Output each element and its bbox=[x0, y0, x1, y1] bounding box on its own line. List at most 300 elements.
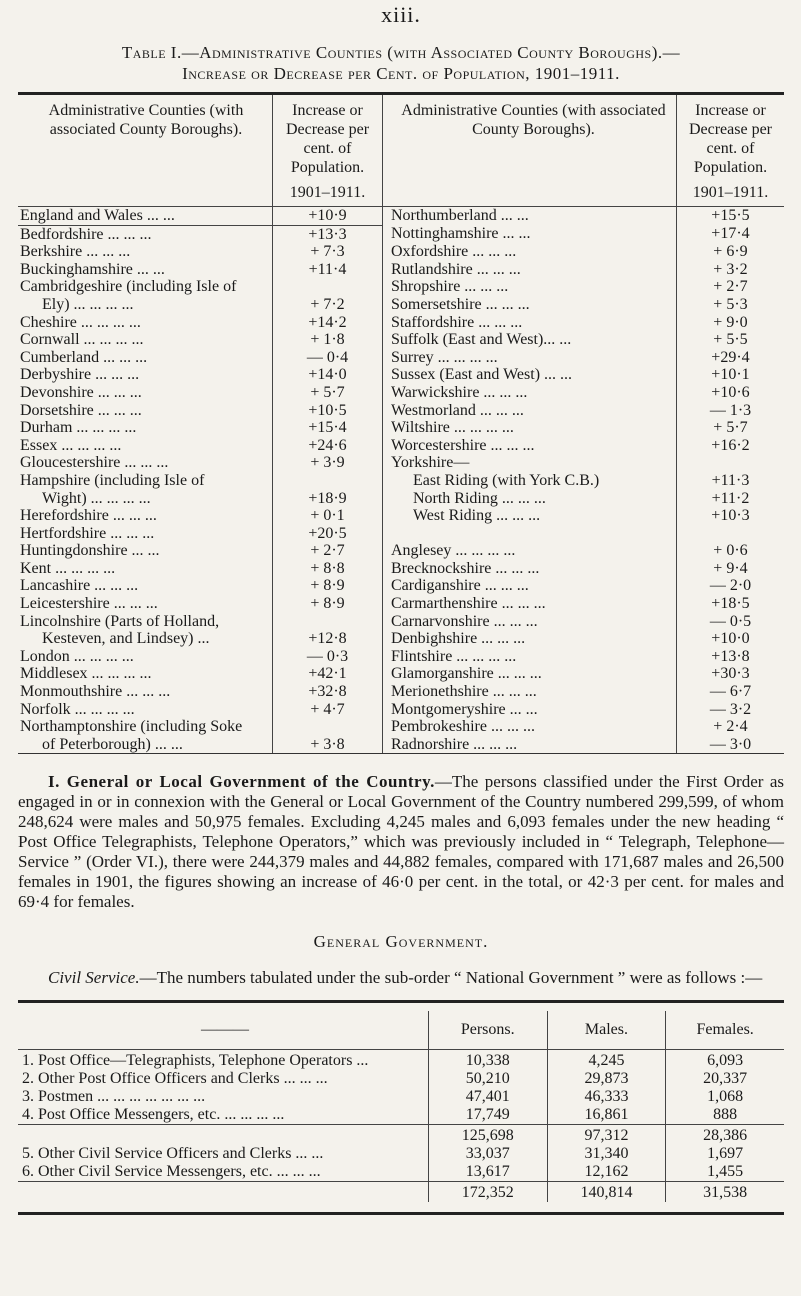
row-females: 20,337 bbox=[666, 1070, 784, 1088]
row-males: 4,245 bbox=[547, 1050, 666, 1071]
right-county-value-text: — 2·0 bbox=[709, 577, 752, 595]
right-county-name bbox=[382, 366, 676, 384]
left-county-name bbox=[18, 331, 273, 349]
left-county-name bbox=[18, 577, 273, 595]
left-county-value-text: + 7·2 bbox=[310, 295, 345, 313]
right-county-name-text: Sussex (East and West) ... ... bbox=[390, 366, 573, 384]
left-county-name bbox=[18, 454, 273, 472]
right-county-name bbox=[382, 225, 676, 243]
right-county-name-text: Northumberland ... ... bbox=[390, 207, 529, 224]
left-county-value bbox=[273, 243, 383, 261]
left-county-value bbox=[273, 648, 383, 666]
right-county-name bbox=[382, 595, 676, 613]
left-county-value bbox=[273, 701, 383, 719]
left-county-value bbox=[273, 437, 383, 455]
left-county-name bbox=[18, 507, 273, 525]
left-county-name bbox=[18, 243, 273, 261]
left-county-value bbox=[273, 577, 383, 595]
header-females: Females. bbox=[666, 1011, 784, 1050]
right-county-name-text: Brecknockshire ... ... ... bbox=[390, 559, 540, 577]
table-row bbox=[18, 490, 784, 508]
right-county-value bbox=[676, 648, 784, 666]
right-county-name-text: Denbighshire ... ... ... bbox=[390, 630, 526, 648]
page-number: xiii. bbox=[381, 2, 421, 27]
right-county-value-text: + 9·4 bbox=[713, 559, 748, 577]
left-county-name-text: of Peterborough) ... ... bbox=[42, 735, 183, 753]
right-county-value-text: +15·5 bbox=[711, 207, 750, 224]
table-title bbox=[18, 42, 784, 84]
right-county-name-text: East Riding (with York C.B.) bbox=[412, 471, 600, 489]
right-county-value bbox=[676, 560, 784, 578]
table-row bbox=[18, 419, 784, 437]
right-county-name bbox=[382, 331, 676, 349]
left-county-name-text: Berkshire ... ... ... bbox=[20, 243, 131, 261]
right-county-name bbox=[382, 454, 676, 472]
right-county-value bbox=[676, 472, 784, 490]
left-county-value-text: + 8·9 bbox=[310, 595, 345, 613]
right-county-name bbox=[382, 630, 676, 648]
right-county-name bbox=[382, 490, 676, 508]
right-county-value bbox=[676, 683, 784, 701]
right-county-value bbox=[676, 613, 784, 631]
right-county-value bbox=[676, 630, 784, 648]
left-county-name bbox=[18, 296, 273, 314]
right-county-name-text: Suffolk (East and West)... ... bbox=[390, 331, 572, 349]
left-county-name-text: Huntingdonshire ... ... bbox=[20, 542, 160, 560]
left-county-name bbox=[18, 595, 273, 613]
right-county-value-text: + 2·7 bbox=[713, 278, 748, 296]
left-county-value-text: + 5·7 bbox=[310, 383, 345, 401]
right-county-name-text: Yorkshire— bbox=[390, 454, 470, 472]
right-county-name bbox=[382, 207, 676, 226]
right-county-name bbox=[382, 560, 676, 578]
right-county-name bbox=[382, 507, 676, 525]
right-county-value bbox=[676, 701, 784, 719]
row-males: 31,340 bbox=[547, 1145, 666, 1163]
right-county-value bbox=[676, 507, 784, 525]
right-county-value bbox=[676, 736, 784, 754]
row-persons: 10,338 bbox=[428, 1050, 547, 1071]
table-row bbox=[18, 1070, 784, 1088]
civil-service-body bbox=[18, 1050, 784, 1203]
left-county-name bbox=[18, 701, 273, 719]
header-right-period: 1901–1911. bbox=[692, 184, 769, 201]
row-label bbox=[18, 1125, 428, 1146]
right-county-name-text: Carnarvonshire ... ... ... bbox=[390, 612, 538, 630]
left-county-value bbox=[273, 454, 383, 472]
right-county-name bbox=[382, 613, 676, 631]
right-county-name bbox=[382, 278, 676, 296]
right-county-value-text: + 2·4 bbox=[713, 718, 748, 736]
right-county-name-text: West Riding ... ... ... bbox=[412, 507, 541, 525]
paragraph-lead: Civil Service. bbox=[48, 968, 140, 988]
right-county-value bbox=[676, 278, 784, 296]
right-county-name bbox=[382, 542, 676, 560]
table-bottom-rule bbox=[18, 753, 784, 754]
table-row bbox=[18, 1106, 784, 1125]
left-county-value-text: +24·6 bbox=[308, 436, 347, 454]
row-persons: 13,617 bbox=[428, 1163, 547, 1182]
paragraph-body: —The persons classified under the First Order as engaged in or in connexion with the General or Local Government of the Country numbered 299,599, of whom 248,624 were males and 50,975 females. Excluding 4,245 males and 6,093 females under the new heading “ Post Office Telegraphists, Telephone Operators,” which was previously included in “ Telegraph, Telephone—Service ” (Order VI.), there were 244,379 males and 44,882 females, compared with 171,687 males and 26,500 females in 1901, the figures showing an increase of 46·0 per cent. in the total, or 42·3 per cent. for males and 69·4 for females. bbox=[18, 772, 784, 912]
left-county-name-text: London ... ... ... ... bbox=[20, 647, 134, 665]
table-row bbox=[18, 349, 784, 367]
left-county-value bbox=[273, 595, 383, 613]
row-females: 6,093 bbox=[666, 1050, 784, 1071]
left-county-name-text: Kesteven, and Lindsey) ... bbox=[42, 630, 210, 648]
left-county-value-text: +13·3 bbox=[308, 225, 347, 243]
right-county-value-text: +13·8 bbox=[711, 647, 750, 665]
table-row bbox=[18, 278, 784, 296]
right-county-name-text: Carmarthenshire ... ... ... bbox=[390, 595, 546, 613]
header-label: ——— bbox=[200, 1021, 249, 1039]
right-county-value-text: +29·4 bbox=[711, 348, 750, 366]
left-county-value-text: +20·5 bbox=[308, 524, 347, 542]
table-row bbox=[18, 736, 784, 754]
left-county-value bbox=[273, 366, 383, 384]
table-row bbox=[18, 331, 784, 349]
right-county-name-text: Shropshire ... ... ... bbox=[390, 278, 509, 296]
right-county-name bbox=[382, 701, 676, 719]
right-county-value-text: +10·6 bbox=[711, 383, 750, 401]
left-county-value bbox=[273, 419, 383, 437]
row-label: 5. Other Civil Service Officers and Clerks ... ... bbox=[22, 1145, 324, 1163]
counties-table-header bbox=[18, 95, 784, 207]
right-county-value bbox=[676, 296, 784, 314]
table-row bbox=[18, 1182, 784, 1203]
right-county-value bbox=[676, 542, 784, 560]
right-county-name bbox=[382, 525, 676, 543]
right-county-value bbox=[676, 437, 784, 455]
left-county-value bbox=[273, 349, 383, 367]
table-row bbox=[18, 207, 784, 226]
right-county-value-text: +10·1 bbox=[711, 366, 750, 384]
left-county-value bbox=[273, 402, 383, 420]
table-row bbox=[18, 1163, 784, 1182]
left-county-value-text: + 3·8 bbox=[310, 735, 345, 753]
right-county-value bbox=[676, 595, 784, 613]
right-county-value-text: — 6·7 bbox=[709, 683, 752, 701]
right-county-value-text: + 6·9 bbox=[713, 243, 748, 261]
row-females: 888 bbox=[666, 1106, 784, 1125]
left-county-value-text: +11·4 bbox=[308, 260, 347, 278]
table-row bbox=[18, 701, 784, 719]
left-county-value bbox=[273, 384, 383, 402]
right-county-value bbox=[676, 490, 784, 508]
row-label: 3. Postmen ... ... ... ... ... ... ... bbox=[22, 1088, 206, 1106]
table-row bbox=[18, 225, 784, 243]
table-row bbox=[18, 1125, 784, 1146]
left-county-value bbox=[273, 630, 383, 648]
left-county-name bbox=[18, 525, 273, 543]
left-county-value-text: + 4·7 bbox=[310, 700, 345, 718]
table-row bbox=[18, 718, 784, 736]
right-county-value bbox=[676, 366, 784, 384]
left-county-name-text: Cumberland ... ... ... bbox=[20, 348, 148, 366]
row-persons: 17,749 bbox=[428, 1106, 547, 1125]
right-county-value-text: — 3·2 bbox=[709, 700, 752, 718]
right-county-name bbox=[382, 718, 676, 736]
left-county-value bbox=[273, 472, 383, 490]
row-label: 2. Other Post Office Officers and Clerks ... ... ... bbox=[22, 1070, 328, 1088]
left-county-name-text: Hertfordshire ... ... ... bbox=[20, 524, 155, 542]
right-county-name-text: North Riding ... ... ... bbox=[412, 489, 546, 507]
section-heading: General Government. bbox=[313, 932, 489, 952]
left-county-value-text: +18·9 bbox=[308, 489, 347, 507]
right-county-value bbox=[676, 331, 784, 349]
row-males: 140,814 bbox=[547, 1182, 666, 1203]
right-county-value-text: + 5·5 bbox=[713, 331, 748, 349]
right-county-value-text: +16·2 bbox=[711, 436, 750, 454]
left-county-name-text: England and Wales ... ... bbox=[20, 207, 175, 224]
right-county-name-text: Oxfordshire ... ... ... bbox=[390, 243, 517, 261]
right-county-name-text: Radnorshire ... ... ... bbox=[390, 735, 518, 753]
left-county-value bbox=[273, 665, 383, 683]
left-county-value-text: + 8·8 bbox=[310, 559, 345, 577]
left-county-value-text: +10·5 bbox=[308, 401, 347, 419]
left-county-value-text: +10·9 bbox=[308, 207, 347, 224]
table-row bbox=[18, 648, 784, 666]
table-row bbox=[18, 542, 784, 560]
left-county-name bbox=[18, 490, 273, 508]
row-persons: 172,352 bbox=[428, 1182, 547, 1203]
row-males: 97,312 bbox=[547, 1125, 666, 1146]
row-males: 46,333 bbox=[547, 1088, 666, 1106]
left-county-value bbox=[273, 331, 383, 349]
left-county-name bbox=[18, 314, 273, 332]
left-county-value-text: + 1·8 bbox=[310, 331, 345, 349]
left-county-name-text: Essex ... ... ... ... bbox=[20, 436, 122, 454]
table-row bbox=[18, 577, 784, 595]
left-county-name bbox=[18, 225, 273, 243]
left-county-value bbox=[273, 261, 383, 279]
right-county-name-text: Surrey ... ... ... ... bbox=[390, 348, 498, 366]
table-title-line1: Table I.—Administrative Counties (with Associated County Boroughs).— bbox=[121, 43, 681, 62]
right-county-name bbox=[382, 261, 676, 279]
left-county-value-text: +32·8 bbox=[308, 683, 347, 701]
right-county-name bbox=[382, 314, 676, 332]
left-county-name bbox=[18, 278, 273, 296]
left-county-value-text: + 2·7 bbox=[310, 542, 345, 560]
right-county-name-text: Wiltshire ... ... ... ... bbox=[390, 419, 514, 437]
table-row bbox=[18, 1145, 784, 1163]
right-county-value-text: +11·2 bbox=[711, 489, 750, 507]
right-county-name bbox=[382, 683, 676, 701]
right-county-name bbox=[382, 243, 676, 261]
table-title-line2: Increase or Decrease per Cent. of Population, 1901–1911. bbox=[182, 64, 620, 83]
left-county-name bbox=[18, 683, 273, 701]
table-row bbox=[18, 384, 784, 402]
table-row bbox=[18, 595, 784, 613]
row-label: 1. Post Office—Telegraphists, Telephone Operators ... bbox=[18, 1050, 428, 1071]
right-county-name-text: Anglesey ... ... ... ... bbox=[390, 542, 516, 560]
right-county-value bbox=[676, 349, 784, 367]
row-persons: 125,698 bbox=[428, 1125, 547, 1146]
right-county-name bbox=[382, 665, 676, 683]
header-left-period: 1901–1911. bbox=[289, 184, 366, 201]
left-county-name bbox=[18, 207, 273, 226]
table-row bbox=[18, 630, 784, 648]
right-county-name-text: Glamorganshire ... ... ... bbox=[390, 665, 542, 683]
right-county-name bbox=[382, 296, 676, 314]
left-county-value bbox=[273, 296, 383, 314]
left-county-name-text: Derbyshire ... ... ... bbox=[20, 366, 140, 384]
left-county-name bbox=[18, 349, 273, 367]
left-county-name-text: Gloucestershire ... ... ... bbox=[20, 454, 169, 472]
right-county-name bbox=[382, 419, 676, 437]
left-county-name bbox=[18, 560, 273, 578]
left-county-name bbox=[18, 736, 273, 754]
left-county-value bbox=[273, 490, 383, 508]
right-county-value bbox=[676, 718, 784, 736]
right-county-value bbox=[676, 314, 784, 332]
left-county-name-text: Middlesex ... ... ... ... bbox=[20, 665, 152, 683]
left-county-value bbox=[273, 525, 383, 543]
left-county-value-text: + 7·3 bbox=[310, 243, 345, 261]
left-county-value-text: — 0·4 bbox=[306, 348, 349, 366]
counties-table-body bbox=[18, 207, 784, 754]
left-county-name bbox=[18, 402, 273, 420]
left-county-name-text: Buckinghamshire ... ... bbox=[20, 260, 165, 278]
paragraph-lead: I. General or Local Government of the Country. bbox=[48, 772, 435, 792]
left-county-value-text: +12·8 bbox=[308, 630, 347, 648]
row-females: 1,697 bbox=[666, 1145, 784, 1163]
right-county-name bbox=[382, 437, 676, 455]
left-county-value-text: — 0·3 bbox=[306, 647, 349, 665]
row-label: 6. Other Civil Service Messengers, etc. ... ... ... bbox=[22, 1163, 321, 1181]
right-county-name bbox=[382, 349, 676, 367]
table-row bbox=[18, 296, 784, 314]
left-county-value-text: + 8·9 bbox=[310, 577, 345, 595]
left-county-value bbox=[273, 718, 383, 736]
right-county-value-text: +17·4 bbox=[711, 225, 750, 243]
row-males: 16,861 bbox=[547, 1106, 666, 1125]
left-county-value-text: +14·0 bbox=[308, 366, 347, 384]
table-row bbox=[18, 525, 784, 543]
header-males: Males. bbox=[547, 1011, 666, 1050]
left-county-name-text: Ely) ... ... ... ... bbox=[42, 295, 134, 313]
table-row bbox=[18, 314, 784, 332]
left-county-name-text: Northamptonshire (including Soke bbox=[20, 718, 243, 736]
left-county-name-text: Lincolnshire (Parts of Holland, bbox=[20, 612, 220, 630]
right-county-value bbox=[676, 665, 784, 683]
right-county-value bbox=[676, 384, 784, 402]
left-county-name-text: Hampshire (including Isle of bbox=[20, 471, 205, 489]
left-county-name-text: Kent ... ... ... ... bbox=[20, 559, 116, 577]
left-county-value bbox=[273, 207, 383, 226]
right-county-name-text: Staffordshire ... ... ... bbox=[390, 313, 523, 331]
paragraph-civil-service bbox=[18, 968, 784, 988]
left-county-value bbox=[273, 683, 383, 701]
left-county-name-text: Lancashire ... ... ... bbox=[20, 577, 139, 595]
left-county-value-text: + 3·9 bbox=[310, 454, 345, 472]
left-county-name bbox=[18, 648, 273, 666]
row-persons: 33,037 bbox=[428, 1145, 547, 1163]
row-females: 1,068 bbox=[666, 1088, 784, 1106]
right-county-value-text: + 5·3 bbox=[713, 295, 748, 313]
left-county-value bbox=[273, 736, 383, 754]
right-county-value-text: +10·0 bbox=[711, 630, 750, 648]
right-county-value bbox=[676, 577, 784, 595]
paragraph-general-local-government bbox=[18, 772, 784, 912]
right-county-name-text: Rutlandshire ... ... ... bbox=[390, 260, 521, 278]
header-right-name: Administrative Counties (with associated County Boroughs). bbox=[401, 102, 666, 138]
header-persons: Persons. bbox=[428, 1011, 547, 1050]
right-county-value bbox=[676, 402, 784, 420]
left-county-value bbox=[273, 225, 383, 243]
left-county-value-text: + 0·1 bbox=[310, 507, 345, 525]
row-males: 29,873 bbox=[547, 1070, 666, 1088]
table-row bbox=[18, 243, 784, 261]
left-county-name-text: Wight) ... ... ... ... bbox=[42, 489, 151, 507]
right-county-value bbox=[676, 225, 784, 243]
right-county-name-text: Merionethshire ... ... ... bbox=[390, 683, 537, 701]
right-county-name-text: Somersetshire ... ... ... bbox=[390, 295, 530, 313]
left-county-name-text: Dorsetshire ... ... ... bbox=[20, 401, 142, 419]
row-persons: 50,210 bbox=[428, 1070, 547, 1088]
left-county-name-text: Bedfordshire ... ... ... bbox=[20, 225, 152, 243]
right-county-value bbox=[676, 243, 784, 261]
right-county-value-text: — 0·5 bbox=[709, 612, 752, 630]
right-county-value-text: + 5·7 bbox=[713, 419, 748, 437]
left-county-value bbox=[273, 560, 383, 578]
right-county-value bbox=[676, 525, 784, 543]
left-county-name bbox=[18, 665, 273, 683]
right-county-name bbox=[382, 472, 676, 490]
left-county-value bbox=[273, 542, 383, 560]
right-county-value-text: +10·3 bbox=[711, 507, 750, 525]
right-county-name-text: Nottinghamshire ... ... bbox=[390, 225, 531, 243]
right-county-value-text: — 1·3 bbox=[709, 401, 752, 419]
left-county-name bbox=[18, 613, 273, 631]
left-county-value-text: +15·4 bbox=[308, 419, 347, 437]
header-left-name: Administrative Counties (with associated County Boroughs). bbox=[48, 102, 244, 138]
right-county-value-text: + 0·6 bbox=[713, 542, 748, 560]
table-row bbox=[18, 472, 784, 490]
left-county-name bbox=[18, 261, 273, 279]
row-label: 4. Post Office Messengers, etc. ... ... ... ... bbox=[22, 1106, 285, 1124]
left-county-value bbox=[273, 314, 383, 332]
left-county-name-text: Leicestershire ... ... ... bbox=[20, 595, 158, 613]
paragraph-body: —The numbers tabulated under the sub-order “ National Government ” were as follows :— bbox=[139, 968, 763, 988]
civil-service-table bbox=[18, 1011, 784, 1202]
left-county-name bbox=[18, 472, 273, 490]
right-county-name bbox=[382, 402, 676, 420]
table-row bbox=[18, 402, 784, 420]
left-county-name-text: Cheshire ... ... ... ... bbox=[20, 313, 141, 331]
table-row bbox=[18, 613, 784, 631]
header-left-value: Increase or Decrease per cent. of Population. 1901–1911. bbox=[273, 95, 383, 207]
right-county-name-text: Cardiganshire ... ... ... bbox=[390, 577, 529, 595]
right-county-name-text: Warwickshire ... ... ... bbox=[390, 383, 528, 401]
left-county-name bbox=[18, 630, 273, 648]
right-county-name bbox=[382, 384, 676, 402]
table-row bbox=[18, 507, 784, 525]
left-county-name-text: Monmouthshire ... ... ... bbox=[20, 683, 171, 701]
right-county-name-text: Westmorland ... ... ... bbox=[390, 401, 524, 419]
row-females: 28,386 bbox=[666, 1125, 784, 1146]
left-county-name bbox=[18, 366, 273, 384]
row-females: 1,455 bbox=[666, 1163, 784, 1182]
left-county-value-text: +14·2 bbox=[308, 313, 347, 331]
right-county-value-text: — 3·0 bbox=[709, 735, 752, 753]
left-county-name bbox=[18, 718, 273, 736]
right-county-name bbox=[382, 648, 676, 666]
right-county-name-text: Worcestershire ... ... ... bbox=[390, 436, 535, 454]
right-county-name bbox=[382, 577, 676, 595]
right-county-name bbox=[382, 736, 676, 754]
left-county-value bbox=[273, 507, 383, 525]
table-row bbox=[18, 1088, 784, 1106]
